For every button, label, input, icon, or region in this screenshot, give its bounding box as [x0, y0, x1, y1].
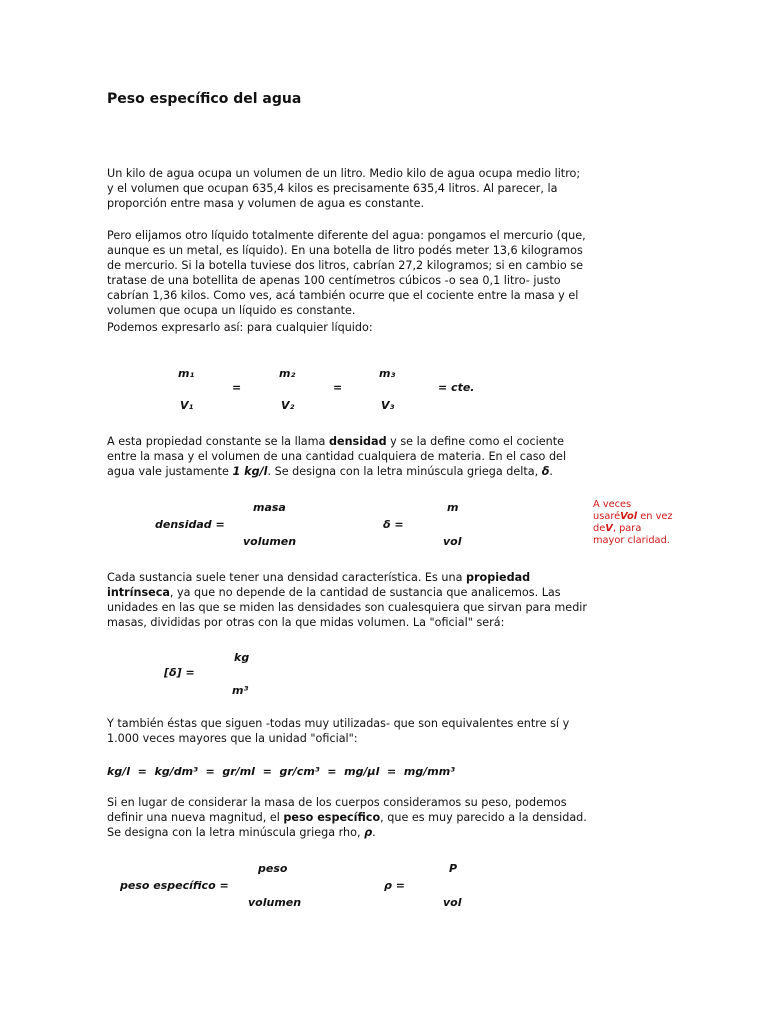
- note-text-e: , para mayor claridad.: [593, 523, 670, 546]
- eq4-lhs: peso específico =: [120, 879, 229, 892]
- eq3-numerator: kg: [234, 651, 250, 664]
- term-densidad: densidad: [328, 435, 387, 448]
- p4-text-a: A esta propiedad constante se la llama: [107, 435, 329, 448]
- p4-text-c: y se la define como el cociente entre la masa y el volumen de una cantidad cualquiera de materia. En el caso del agua vale justamente: [107, 435, 567, 478]
- eq2-numerator: masa: [253, 501, 286, 514]
- p4-text-g: .: [549, 465, 553, 478]
- eq3-denominator: m³: [232, 684, 249, 697]
- eq1-m3: m₃: [379, 367, 396, 380]
- page-title: Peso específico del agua: [107, 91, 302, 107]
- note-vol: Vol: [620, 511, 638, 522]
- eq4-denominator-symbol: vol: [443, 896, 462, 909]
- eq4-numerator: peso: [258, 862, 288, 875]
- paragraph-1: Un kilo de agua ocupa un volumen de un litro. Medio kilo de agua ocupa medio litro; y el volumen que ocupan 635,4 kilos es precisamente 635,4 litros. Al parecer, la proporción entre masa y volumen de agua es constante.: [107, 167, 581, 210]
- eq2-denominator: volumen: [243, 535, 297, 548]
- paragraph-2: Pero elijamos otro líquido totalmente diferente del agua: pongamos el mercurio (que, aunque es un metal, es líquido). En una botella de litro podés meter 13,6 kilogramos de mercurio. Si la botella tuviese dos litros, cabrían 27,2 kilogramos; si en cambio se tratase de una botellita de apenas 100 centímetros cúbicos -o sea 0,1 litro- justo cabrían 1,36 kilos. Como ves, acá también ocurre que el cociente entre la masa y el volumen que ocupa un líquido es constante.: [107, 229, 586, 317]
- eq4-numerator-symbol: P: [449, 862, 458, 875]
- side-note: [593, 499, 673, 547]
- note-text-a: A veces usaré: [593, 499, 632, 522]
- p7-text-a: Si en lugar de considerar la masa de los cuerpos consideramos su peso, podemos definir una nueva magnitud, el: [107, 796, 567, 824]
- paragraph-7: [107, 795, 589, 840]
- eq4-denominator: volumen: [248, 896, 302, 909]
- rho-symbol: ρ: [364, 826, 373, 839]
- eq1-m1: m₁: [178, 367, 195, 380]
- eq2-numerator-symbol: m: [447, 501, 459, 514]
- unit-equivalences: kg/l = kg/dm³ = gr/ml = gr/cm³ = mg/μl = mg/mm³: [107, 765, 455, 778]
- eq1-m2: m₂: [279, 367, 296, 380]
- paragraph-3: Podemos expresarlo así: para cualquier líquido:: [107, 321, 373, 334]
- note-v: V: [605, 523, 613, 534]
- eq2-lhs: densidad =: [155, 518, 225, 531]
- eq1-equals-a: =: [232, 381, 242, 394]
- eq1-constant: = cte.: [438, 381, 475, 394]
- delta-symbol: δ: [541, 465, 550, 478]
- term-peso-especifico: peso específico: [283, 811, 381, 824]
- paragraph-5: [107, 570, 589, 630]
- paragraph-6: Y también éstas que siguen -todas muy utilizadas- que son equivalentes entre sí y 1.000 veces mayores que la unidad "oficial":: [107, 717, 570, 745]
- eq2-denominator-symbol: vol: [443, 535, 462, 548]
- p7-text-c: , que es muy parecido a la densidad. Se designa con la letra minúscula griega rho,: [107, 811, 587, 839]
- eq3-lhs: [δ] =: [164, 666, 195, 679]
- term-propiedad-intrinseca: propiedad intrínseca: [107, 571, 531, 599]
- eq2-lhs-symbol: δ =: [383, 518, 404, 531]
- p5-text-c: , ya que no depende de la cantidad de sustancia que analicemos. Las unidades en las que se miden las densidades son cualesquiera que sirvan para medir masas, divididas por otras con la que midas volumen. La "oficial" será:: [107, 586, 587, 629]
- paragraph-4: [107, 434, 589, 479]
- p7-text-e: .: [372, 826, 376, 839]
- note-text-c: en vez de: [593, 511, 673, 534]
- p5-text-a: Cada sustancia suele tener una densidad característica. Es una: [107, 571, 466, 584]
- eq1-v1: V₁: [180, 399, 194, 412]
- eq1-equals-b: =: [333, 381, 343, 394]
- eq1-v2: V₂: [281, 399, 295, 412]
- water-density-value: 1 kg/l: [232, 465, 268, 478]
- p4-text-e: . Se designa con la letra minúscula griega delta,: [267, 465, 542, 478]
- eq1-v3: V₃: [381, 399, 395, 412]
- eq4-lhs-symbol: ρ =: [384, 879, 405, 892]
